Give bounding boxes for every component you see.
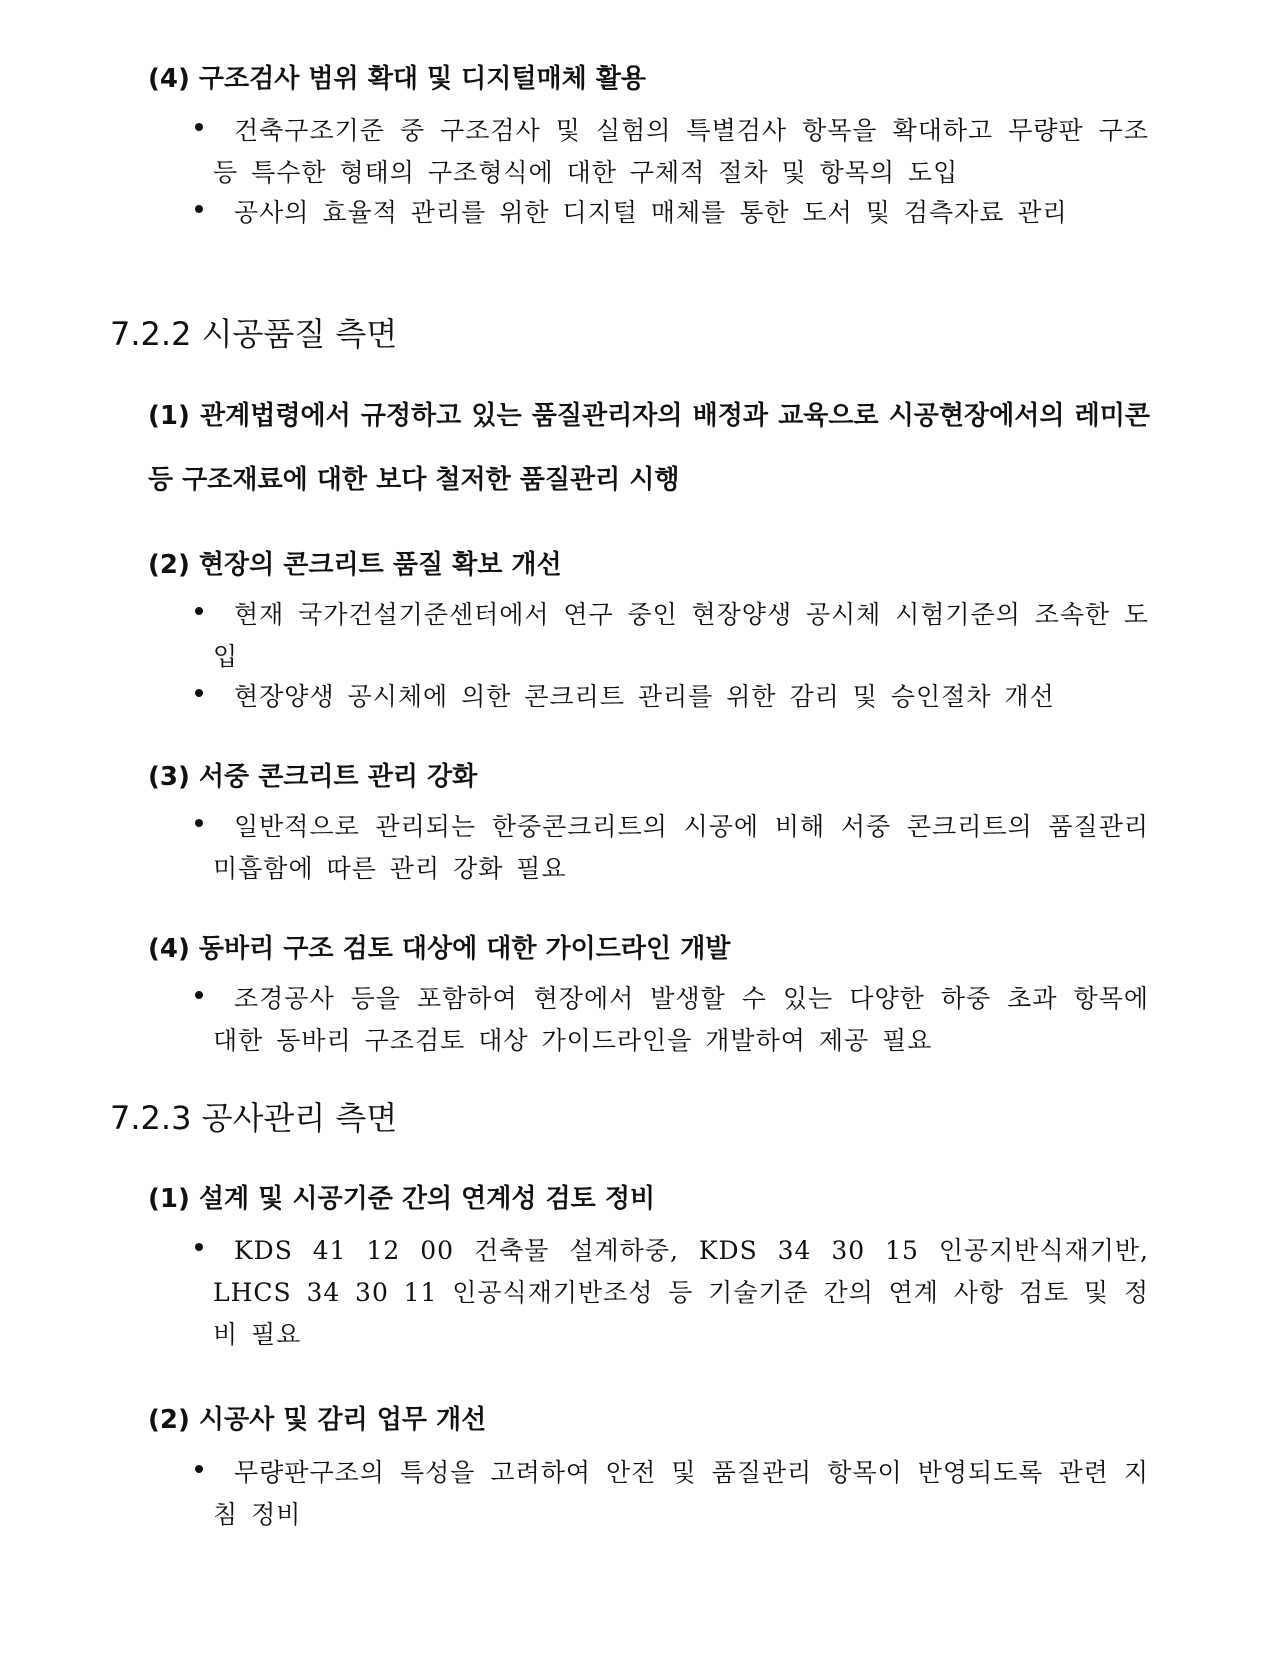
subsection-heading-3-hot-weather-concrete: (3) 서중 콘크리트 관리 강화 — [148, 762, 478, 792]
bullet-icon — [195, 607, 203, 615]
bullet-icon — [195, 205, 203, 213]
subsection-heading-4-shoring-guideline: (4) 동바리 구조 검토 대상에 대한 가이드라인 개발 — [148, 934, 731, 964]
subsection-heading-1-quality-manager: (1) 관계법령에서 규정하고 있는 품질관리자의 배정과 교육으로 시공현장에서의 레미콘 등 구조재료에 대한 보다 철저한 품질관리 시행 — [148, 401, 1150, 495]
subsection-heading-2-concrete-quality: (2) 현장의 콘크리트 품질 확보 개선 — [148, 550, 562, 580]
bullet-item — [196, 192, 1149, 234]
bullet-item — [196, 594, 1149, 678]
bullet-text: KDS 41 12 00 건축물 설계하중, KDS 34 30 15 인공지반식재기반, LHCS 34 30 11 인공식재기반조성 등 기술기준 간의 연계 사항 검토 및 정비 필요 — [213, 1236, 1149, 1349]
bullet-text: 일반적으로 관리되는 한중콘크리트의 시공에 비해 서중 콘크리트의 품질관리 미흡함에 따른 관리 강화 필요 — [213, 812, 1149, 883]
bullet-icon — [195, 1243, 203, 1251]
subsection-heading-1-design-construction-standards: (1) 설계 및 시공기준 간의 연계성 검토 정비 — [148, 1184, 656, 1214]
bullet-text: 공사의 효율적 관리를 위한 디지털 매체를 통한 도서 및 검측자료 관리 — [234, 198, 1068, 227]
bullet-text: 현장양생 공시체에 의한 콘크리트 관리를 위한 감리 및 승인절차 개선 — [234, 682, 1055, 711]
bullet-text: 건축구조기준 중 구조검사 및 실험의 특별검사 항목을 확대하고 무량판 구조 등 특수한 형태의 구조형식에 대한 구체적 절차 및 항목의 도입 — [213, 116, 1149, 187]
section-heading-7-2-3: 7.2.3 공사관리 측면 — [110, 1099, 398, 1137]
section-heading-7-2-2: 7.2.2 시공품질 측면 — [110, 315, 398, 353]
bullet-icon — [195, 689, 203, 697]
bullet-item — [196, 1230, 1149, 1356]
bullet-text: 조경공사 등을 포함하여 현장에서 발생할 수 있는 다양한 하중 초과 항목에 대한 동바리 구조검토 대상 가이드라인을 개발하여 제공 필요 — [213, 984, 1149, 1055]
bullet-icon — [195, 991, 203, 999]
bullet-item — [196, 676, 1149, 718]
bullet-item — [196, 806, 1149, 890]
bullet-text: 무량판구조의 특성을 고려하여 안전 및 품질관리 항목이 반영되도록 관련 지침 정비 — [213, 1458, 1149, 1529]
subsection-heading-4-structural-inspection: (4) 구조검사 범위 확대 및 디지털매체 활용 — [148, 64, 647, 94]
bullet-item — [196, 110, 1149, 194]
bullet-icon — [195, 123, 203, 131]
bullet-item — [196, 1452, 1149, 1536]
bullet-text: 현재 국가건설기준센터에서 연구 중인 현장양생 공시체 시험기준의 조속한 도입 — [213, 600, 1149, 671]
bullet-item — [196, 978, 1149, 1062]
bullet-icon — [195, 819, 203, 827]
subsection-heading-2-contractor-supervision: (2) 시공사 및 감리 업무 개선 — [148, 1405, 487, 1435]
bullet-icon — [195, 1465, 203, 1473]
